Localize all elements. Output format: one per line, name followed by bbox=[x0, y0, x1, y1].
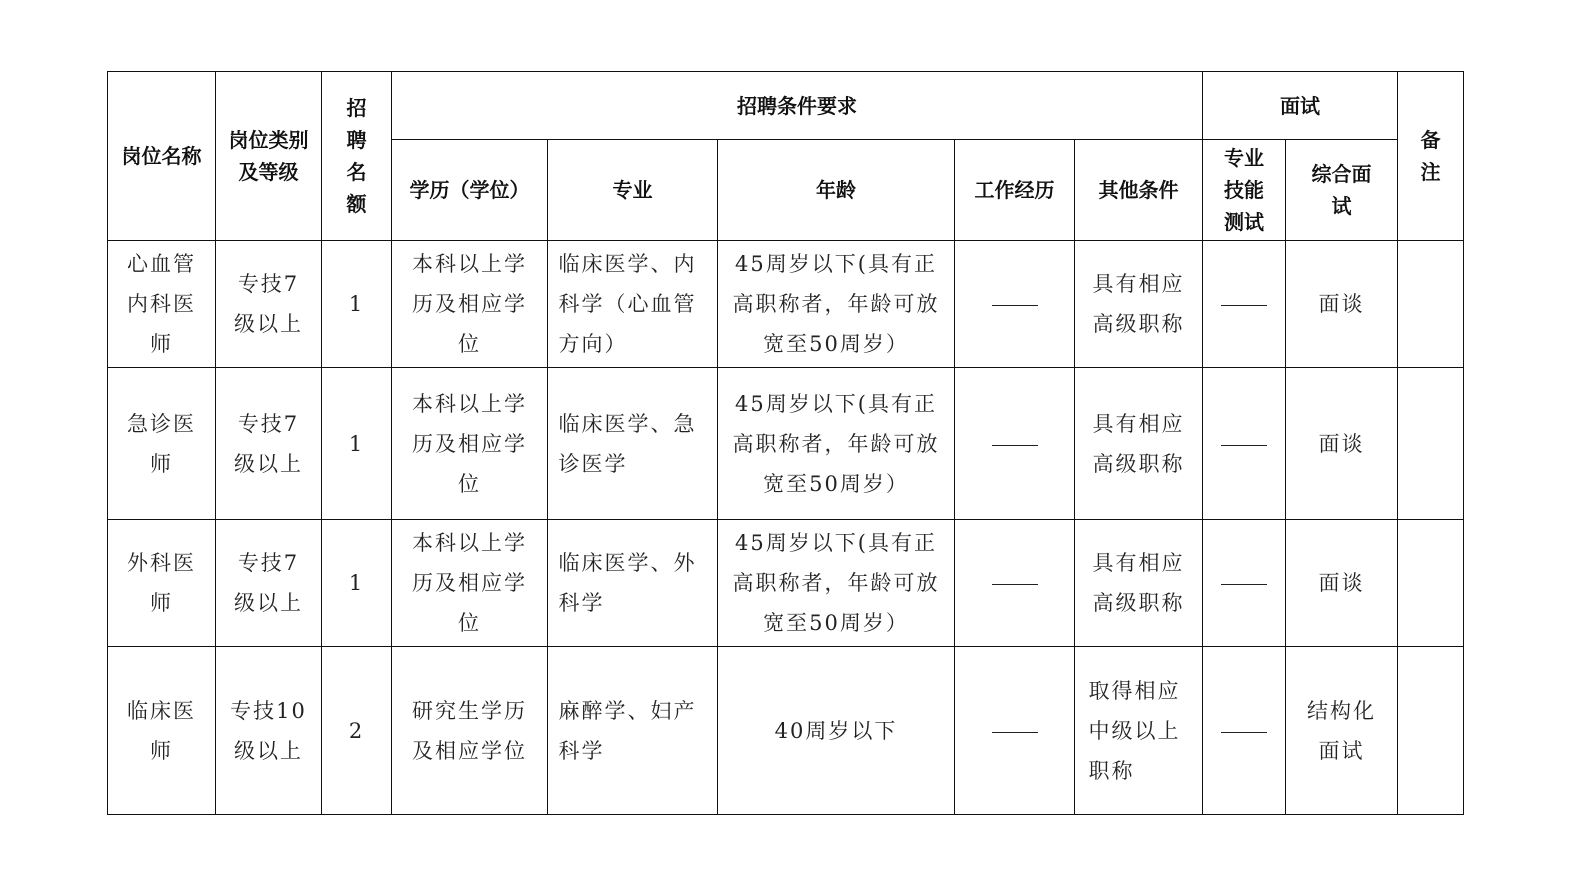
cell-work-experience bbox=[955, 647, 1075, 815]
cell-work-experience bbox=[955, 368, 1075, 520]
cell-education: 本科以上学历及相应学位 bbox=[392, 241, 548, 368]
cell-age: 45周岁以下(具有正高职称者，年龄可放宽至50周岁） bbox=[718, 368, 955, 520]
header-skill-test: 专业技能测试 bbox=[1203, 140, 1286, 241]
dash-mark bbox=[992, 445, 1038, 446]
header-age: 年龄 bbox=[718, 140, 955, 241]
header-work-experience: 工作经历 bbox=[955, 140, 1075, 241]
dash-mark bbox=[992, 584, 1038, 585]
dash-mark bbox=[1221, 584, 1267, 585]
cell-quota: 2 bbox=[322, 647, 392, 815]
cell-age: 45周岁以下(具有正高职称者，年龄可放宽至50周岁） bbox=[718, 241, 955, 368]
cell-major: 临床医学、急诊医学 bbox=[548, 368, 718, 520]
cell-comprehensive-interview: 面谈 bbox=[1286, 368, 1398, 520]
dash-mark bbox=[1221, 305, 1267, 306]
header-position-name: 岗位名称 bbox=[108, 72, 216, 241]
recruitment-table bbox=[107, 71, 1464, 815]
dash-mark bbox=[1221, 445, 1267, 446]
cell-quota: 1 bbox=[322, 241, 392, 368]
cell-other-conditions: 具有相应高级职称 bbox=[1075, 241, 1203, 368]
cell-other-conditions: 具有相应高级职称 bbox=[1075, 368, 1203, 520]
cell-comprehensive-interview: 结构化面试 bbox=[1286, 647, 1398, 815]
header-remarks: 备注 bbox=[1398, 72, 1464, 241]
cell-skill-test bbox=[1203, 241, 1286, 368]
cell-skill-test bbox=[1203, 520, 1286, 647]
cell-work-experience bbox=[955, 241, 1075, 368]
table-row bbox=[108, 520, 1464, 647]
cell-position-type: 专技7级以上 bbox=[216, 368, 322, 520]
table-row bbox=[108, 647, 1464, 815]
dash-mark bbox=[992, 305, 1038, 306]
dash-mark bbox=[1221, 732, 1267, 733]
cell-age: 45周岁以下(具有正高职称者，年龄可放宽至50周岁） bbox=[718, 520, 955, 647]
header-interview: 面试 bbox=[1203, 72, 1398, 140]
header-requirements: 招聘条件要求 bbox=[392, 72, 1203, 140]
dash-mark bbox=[992, 732, 1038, 733]
cell-quota: 1 bbox=[322, 368, 392, 520]
header-major: 专业 bbox=[548, 140, 718, 241]
cell-position-type: 专技7级以上 bbox=[216, 241, 322, 368]
cell-age: 40周岁以下 bbox=[718, 647, 955, 815]
cell-position-name: 临床医师 bbox=[108, 647, 216, 815]
cell-remarks bbox=[1398, 368, 1464, 520]
cell-skill-test bbox=[1203, 647, 1286, 815]
cell-comprehensive-interview: 面谈 bbox=[1286, 241, 1398, 368]
table-row bbox=[108, 368, 1464, 520]
header-education: 学历（学位） bbox=[392, 140, 548, 241]
cell-remarks bbox=[1398, 241, 1464, 368]
header-comprehensive-interview: 综合面试 bbox=[1286, 140, 1398, 241]
cell-position-type: 专技10级以上 bbox=[216, 647, 322, 815]
cell-education: 本科以上学历及相应学位 bbox=[392, 520, 548, 647]
header-other-conditions: 其他条件 bbox=[1075, 140, 1203, 241]
cell-position-name: 急诊医师 bbox=[108, 368, 216, 520]
cell-major: 临床医学、内科学（心血管方向） bbox=[548, 241, 718, 368]
cell-remarks bbox=[1398, 520, 1464, 647]
cell-comprehensive-interview: 面谈 bbox=[1286, 520, 1398, 647]
header-position-type: 岗位类别及等级 bbox=[216, 72, 322, 241]
cell-work-experience bbox=[955, 520, 1075, 647]
cell-other-conditions: 取得相应中级以上职称 bbox=[1075, 647, 1203, 815]
cell-remarks bbox=[1398, 647, 1464, 815]
cell-position-name: 外科医师 bbox=[108, 520, 216, 647]
cell-education: 本科以上学历及相应学位 bbox=[392, 368, 548, 520]
cell-major: 临床医学、外科学 bbox=[548, 520, 718, 647]
table-row bbox=[108, 241, 1464, 368]
cell-major: 麻醉学、妇产科学 bbox=[548, 647, 718, 815]
cell-skill-test bbox=[1203, 368, 1286, 520]
header-quota: 招聘名额 bbox=[322, 72, 392, 241]
cell-education: 研究生学历及相应学位 bbox=[392, 647, 548, 815]
cell-position-name: 心血管内科医师 bbox=[108, 241, 216, 368]
cell-quota: 1 bbox=[322, 520, 392, 647]
cell-other-conditions: 具有相应高级职称 bbox=[1075, 520, 1203, 647]
cell-position-type: 专技7级以上 bbox=[216, 520, 322, 647]
